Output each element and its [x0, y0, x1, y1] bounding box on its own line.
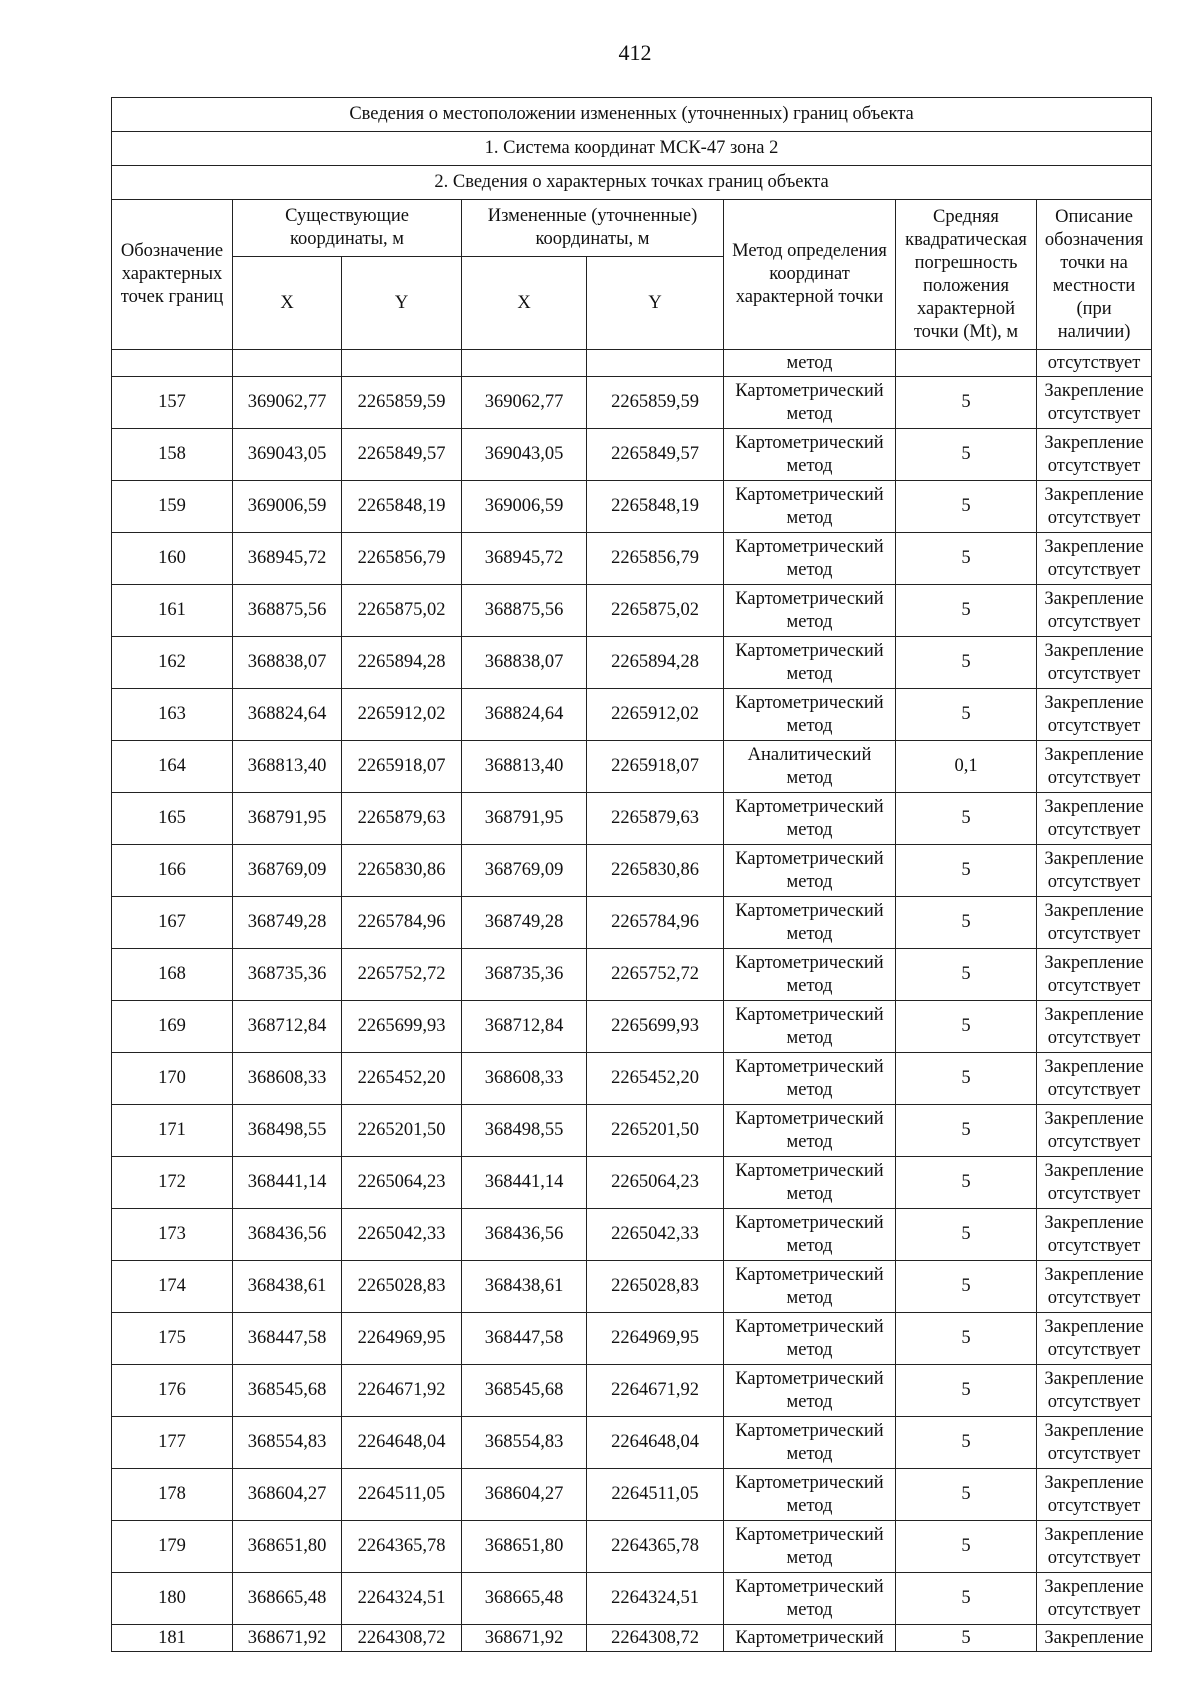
cell-error: 5: [896, 1209, 1037, 1261]
cell-method: Картометрический: [724, 1625, 896, 1652]
cell-existing-y: 2265830,86: [342, 845, 462, 897]
cell-error: 5: [896, 637, 1037, 689]
table-row: [112, 1053, 1152, 1105]
cell-description: Закрепление отсутствует: [1037, 1417, 1152, 1469]
cell-changed-x: 368824,64: [462, 689, 587, 741]
cell-error: 5: [896, 1313, 1037, 1365]
table-row: [112, 585, 1152, 637]
cell-point: 166: [112, 845, 233, 897]
table-row: [112, 1261, 1152, 1313]
cell-changed-y: 2265849,57: [587, 429, 724, 481]
cell-method: Картометрический метод: [724, 1313, 896, 1365]
cell-existing-x: 368813,40: [233, 741, 342, 793]
table-row: [112, 793, 1152, 845]
cell-existing-x: 368498,55: [233, 1105, 342, 1157]
cell-description: Закрепление отсутствует: [1037, 637, 1152, 689]
cell-existing-y: 2265912,02: [342, 689, 462, 741]
cell-existing-x: 369006,59: [233, 481, 342, 533]
cell-method: Картометрический метод: [724, 1261, 896, 1313]
cell-point: 176: [112, 1365, 233, 1417]
cell-changed-y: 2264671,92: [587, 1365, 724, 1417]
cell-existing-y: 2265849,57: [342, 429, 462, 481]
cell-method: Аналитический метод: [724, 741, 896, 793]
cell-existing-x: 368447,58: [233, 1313, 342, 1365]
cell-point: 171: [112, 1105, 233, 1157]
cell-description: Закрепление отсутствует: [1037, 1573, 1152, 1625]
cell-error: 5: [896, 1521, 1037, 1573]
cell-existing-y: 2264671,92: [342, 1365, 462, 1417]
cell-changed-y: 2265752,72: [587, 949, 724, 1001]
cell-changed-x: 368671,92: [462, 1625, 587, 1652]
cell-existing-y: 2264324,51: [342, 1573, 462, 1625]
cell-changed-y: 2264648,04: [587, 1417, 724, 1469]
cell-description: Закрепление отсутствует: [1037, 897, 1152, 949]
cell-existing-y: 2265879,63: [342, 793, 462, 845]
cell-changed-y: 2265848,19: [587, 481, 724, 533]
cell-point: 167: [112, 897, 233, 949]
cell-existing-y: 2264308,72: [342, 1625, 462, 1652]
cell-changed-x: 369043,05: [462, 429, 587, 481]
cell-existing-y: 2264511,05: [342, 1469, 462, 1521]
cell-existing-y: 2265859,59: [342, 377, 462, 429]
cell-description: отсутствует: [1037, 350, 1152, 377]
header-changed-x: X: [462, 257, 587, 350]
cell-point: 163: [112, 689, 233, 741]
cell-changed-y: 2265918,07: [587, 741, 724, 793]
cell-changed-x: 368545,68: [462, 1365, 587, 1417]
cell-changed-x: 368651,80: [462, 1521, 587, 1573]
cell-changed-y: 2265699,93: [587, 1001, 724, 1053]
cell-point: 173: [112, 1209, 233, 1261]
cell-changed-y: 2265859,59: [587, 377, 724, 429]
header-point: Обозначение характерных точек границ: [112, 200, 233, 350]
table-row: [112, 377, 1152, 429]
table-row: [112, 897, 1152, 949]
header-existing: Существующие координаты, м: [233, 200, 462, 257]
cell-existing-x: 368838,07: [233, 637, 342, 689]
cell-point: 168: [112, 949, 233, 1001]
cell-error: 5: [896, 793, 1037, 845]
cell-changed-x: 368498,55: [462, 1105, 587, 1157]
cell-existing-y: 2265064,23: [342, 1157, 462, 1209]
cell-changed-y: 2264324,51: [587, 1573, 724, 1625]
table-row: [112, 637, 1152, 689]
cell-method: Картометрический метод: [724, 949, 896, 1001]
cell-error: 5: [896, 897, 1037, 949]
cell-description: Закрепление отсутствует: [1037, 585, 1152, 637]
table-row: [112, 1625, 1152, 1652]
cell-existing-x: 368945,72: [233, 533, 342, 585]
cell-method: Картометрический метод: [724, 1209, 896, 1261]
cell-point: 160: [112, 533, 233, 585]
cell-description: Закрепление отсутствует: [1037, 1157, 1152, 1209]
cell-error: 5: [896, 949, 1037, 1001]
cell-description: Закрепление отсутствует: [1037, 1105, 1152, 1157]
table-row: [112, 949, 1152, 1001]
table-row: [112, 481, 1152, 533]
cell-existing-y: 2265752,72: [342, 949, 462, 1001]
cell-changed-y: 2265042,33: [587, 1209, 724, 1261]
cell-method: Картометрический метод: [724, 533, 896, 585]
boundary-points-table: [111, 97, 1152, 1652]
cell-changed-y: 2265879,63: [587, 793, 724, 845]
cell-existing-y: 2265856,79: [342, 533, 462, 585]
cell-point: 157: [112, 377, 233, 429]
table-row: [112, 689, 1152, 741]
cell-error: 5: [896, 1625, 1037, 1652]
cell-method: Картометрический метод: [724, 1053, 896, 1105]
cell-method: Картометрический метод: [724, 1417, 896, 1469]
header-existing-x: X: [233, 257, 342, 350]
cell-changed-x: 368436,56: [462, 1209, 587, 1261]
cell-method: метод: [724, 350, 896, 377]
cell-method: Картометрический метод: [724, 1365, 896, 1417]
cell-existing-x: 368769,09: [233, 845, 342, 897]
cell-existing-x: 369062,77: [233, 377, 342, 429]
cell-method: Картометрический метод: [724, 481, 896, 533]
cell-changed-x: 368945,72: [462, 533, 587, 585]
cell-error: 5: [896, 1105, 1037, 1157]
table-row: [112, 1365, 1152, 1417]
table-row: [112, 1313, 1152, 1365]
cell-existing-y: 2265894,28: [342, 637, 462, 689]
cell-existing-y: 2264365,78: [342, 1521, 462, 1573]
cell-changed-y: 2265856,79: [587, 533, 724, 585]
cell-changed-y: 2265784,96: [587, 897, 724, 949]
cell-existing-y: 2265452,20: [342, 1053, 462, 1105]
cell-error: 5: [896, 1261, 1037, 1313]
table-row: [112, 1157, 1152, 1209]
cell-changed-y: 2265912,02: [587, 689, 724, 741]
cell-changed-y: 2264365,78: [587, 1521, 724, 1573]
header-method: Метод определения координат характерной точки: [724, 200, 896, 350]
cell-existing-y: 2265848,19: [342, 481, 462, 533]
cell-method: Картометрический метод: [724, 1573, 896, 1625]
cell-changed-x: 368665,48: [462, 1573, 587, 1625]
cell-changed-x: 368838,07: [462, 637, 587, 689]
cell-method: Картометрический метод: [724, 897, 896, 949]
cell-changed-y: 2264308,72: [587, 1625, 724, 1652]
cell-error: 5: [896, 1365, 1037, 1417]
section-title: 2. Сведения о характерных точках границ объекта: [112, 166, 1152, 200]
cell-changed-y: 2265875,02: [587, 585, 724, 637]
cell-method: Картометрический метод: [724, 1469, 896, 1521]
cell-changed-x: 368608,33: [462, 1053, 587, 1105]
cell-method: Картометрический метод: [724, 793, 896, 845]
cell-error: 5: [896, 377, 1037, 429]
cell-existing-y: 2265699,93: [342, 1001, 462, 1053]
cell-point: 174: [112, 1261, 233, 1313]
cell-point: 172: [112, 1157, 233, 1209]
cell-description: Закрепление отсутствует: [1037, 845, 1152, 897]
cell-method: Картометрический метод: [724, 1001, 896, 1053]
cell-existing-x: 368436,56: [233, 1209, 342, 1261]
cell-description: Закрепление отсутствует: [1037, 481, 1152, 533]
header-existing-y: Y: [342, 257, 462, 350]
table-row: [112, 1469, 1152, 1521]
cell-existing-y: 2265028,83: [342, 1261, 462, 1313]
cell-existing-y: 2265784,96: [342, 897, 462, 949]
cell-description: Закрепление: [1037, 1625, 1152, 1652]
cell-changed-y: 2265894,28: [587, 637, 724, 689]
cell-error: 5: [896, 1417, 1037, 1469]
cell-error: 5: [896, 1157, 1037, 1209]
page-number: 412: [618, 40, 652, 65]
cell-existing-x: 368824,64: [233, 689, 342, 741]
cell-error: 5: [896, 533, 1037, 585]
cell-changed-x: 368875,56: [462, 585, 587, 637]
cell-existing-y: 2265042,33: [342, 1209, 462, 1261]
cell-description: Закрепление отсутствует: [1037, 533, 1152, 585]
cell-point: 162: [112, 637, 233, 689]
table-row: [112, 533, 1152, 585]
cell-point: 159: [112, 481, 233, 533]
cell-changed-x: 368712,84: [462, 1001, 587, 1053]
cell-error: 5: [896, 689, 1037, 741]
cell-existing-y: 2264969,95: [342, 1313, 462, 1365]
cell-changed-y: 2264511,05: [587, 1469, 724, 1521]
cell-method: Картометрический метод: [724, 377, 896, 429]
cell-changed-x: 368604,27: [462, 1469, 587, 1521]
cell-changed-x: 368749,28: [462, 897, 587, 949]
cell-changed-y: 2265064,23: [587, 1157, 724, 1209]
cell-existing-x: 368604,27: [233, 1469, 342, 1521]
cell-existing-x: 368665,48: [233, 1573, 342, 1625]
cell-existing-y: 2265918,07: [342, 741, 462, 793]
header-changed-y: Y: [587, 257, 724, 350]
cell-description: Закрепление отсутствует: [1037, 377, 1152, 429]
cell-existing-x: 368441,14: [233, 1157, 342, 1209]
cell-error: 0,1: [896, 741, 1037, 793]
cell-error: 5: [896, 1573, 1037, 1625]
cell-changed-x: 368791,95: [462, 793, 587, 845]
cell-method: Картометрический метод: [724, 1157, 896, 1209]
cell-description: Закрепление отсутствует: [1037, 1469, 1152, 1521]
cell-method: Картометрический метод: [724, 689, 896, 741]
cell-existing-x: 368712,84: [233, 1001, 342, 1053]
cell-point: 164: [112, 741, 233, 793]
cell-error: 5: [896, 845, 1037, 897]
cell-error: 5: [896, 1469, 1037, 1521]
cell-method: Картометрический метод: [724, 637, 896, 689]
cell-changed-x: 368441,14: [462, 1157, 587, 1209]
table-row: [112, 741, 1152, 793]
cell-changed-x: 369062,77: [462, 377, 587, 429]
cell-point: 165: [112, 793, 233, 845]
cell-point: 178: [112, 1469, 233, 1521]
cell-existing-x: 368554,83: [233, 1417, 342, 1469]
cell-changed-x: 369006,59: [462, 481, 587, 533]
table-row: [112, 1521, 1152, 1573]
cell-changed-y: 2265028,83: [587, 1261, 724, 1313]
cell-existing-x: 368651,80: [233, 1521, 342, 1573]
cell-changed-y: 2265201,50: [587, 1105, 724, 1157]
cell-existing-y: 2265201,50: [342, 1105, 462, 1157]
continuation-row: [112, 350, 1152, 377]
cell-existing-x: 368438,61: [233, 1261, 342, 1313]
cell-existing-x: 368545,68: [233, 1365, 342, 1417]
table-title: Сведения о местоположении измененных (уточненных) границ объекта: [112, 98, 1152, 132]
cell-existing-x: 368791,95: [233, 793, 342, 845]
cell-existing-x: 368608,33: [233, 1053, 342, 1105]
cell-method: Картометрический метод: [724, 429, 896, 481]
cell-changed-x: 368447,58: [462, 1313, 587, 1365]
table-row: [112, 1001, 1152, 1053]
cell-point: 179: [112, 1521, 233, 1573]
cell-existing-x: 368875,56: [233, 585, 342, 637]
cell-point: 180: [112, 1573, 233, 1625]
cell-description: Закрепление отсутствует: [1037, 689, 1152, 741]
cell-point: 158: [112, 429, 233, 481]
cell-changed-x: 368769,09: [462, 845, 587, 897]
cell-existing-x: 369043,05: [233, 429, 342, 481]
table-row: [112, 1573, 1152, 1625]
cell-point: 175: [112, 1313, 233, 1365]
cell-error: 5: [896, 585, 1037, 637]
cell-description: Закрепление отсутствует: [1037, 1313, 1152, 1365]
cell-existing-x: 368671,92: [233, 1625, 342, 1652]
cell-changed-x: 368813,40: [462, 741, 587, 793]
cell-error: 5: [896, 429, 1037, 481]
cell-description: Закрепление отсутствует: [1037, 1365, 1152, 1417]
cell-point: 169: [112, 1001, 233, 1053]
table-row: [112, 429, 1152, 481]
cell-description: Закрепление отсутствует: [1037, 793, 1152, 845]
table-row: [112, 1105, 1152, 1157]
table-row: [112, 845, 1152, 897]
cell-method: Картометрический метод: [724, 845, 896, 897]
table-row: [112, 1417, 1152, 1469]
cell-description: Закрепление отсутствует: [1037, 1053, 1152, 1105]
header-description: Описание обозначения точки на местности (при наличии): [1037, 200, 1152, 350]
cell-description: Закрепление отсутствует: [1037, 1209, 1152, 1261]
coordinate-system: 1. Система координат МСК-47 зона 2: [112, 132, 1152, 166]
cell-existing-y: 2264648,04: [342, 1417, 462, 1469]
cell-method: Картометрический метод: [724, 1521, 896, 1573]
cell-error: 5: [896, 481, 1037, 533]
table-row: [112, 1209, 1152, 1261]
header-error: Средняя квадратическая погрешность положения характерной точки (Mt), м: [896, 200, 1037, 350]
cell-existing-x: 368735,36: [233, 949, 342, 1001]
cell-description: Закрепление отсутствует: [1037, 741, 1152, 793]
cell-existing-x: 368749,28: [233, 897, 342, 949]
cell-description: Закрепление отсутствует: [1037, 1261, 1152, 1313]
cell-error: 5: [896, 1053, 1037, 1105]
cell-description: Закрепление отсутствует: [1037, 1521, 1152, 1573]
cell-point: 181: [112, 1625, 233, 1652]
cell-method: Картометрический метод: [724, 1105, 896, 1157]
cell-existing-y: 2265875,02: [342, 585, 462, 637]
cell-method: Картометрический метод: [724, 585, 896, 637]
cell-description: Закрепление отсутствует: [1037, 1001, 1152, 1053]
cell-point: 170: [112, 1053, 233, 1105]
cell-point: 177: [112, 1417, 233, 1469]
cell-changed-y: 2264969,95: [587, 1313, 724, 1365]
cell-point: 161: [112, 585, 233, 637]
cell-changed-x: 368735,36: [462, 949, 587, 1001]
cell-changed-x: 368438,61: [462, 1261, 587, 1313]
cell-changed-x: 368554,83: [462, 1417, 587, 1469]
cell-changed-y: 2265830,86: [587, 845, 724, 897]
cell-error: 5: [896, 1001, 1037, 1053]
header-changed: Измененные (уточненные) координаты, м: [462, 200, 724, 257]
cell-changed-y: 2265452,20: [587, 1053, 724, 1105]
cell-description: Закрепление отсутствует: [1037, 429, 1152, 481]
cell-description: Закрепление отсутствует: [1037, 949, 1152, 1001]
